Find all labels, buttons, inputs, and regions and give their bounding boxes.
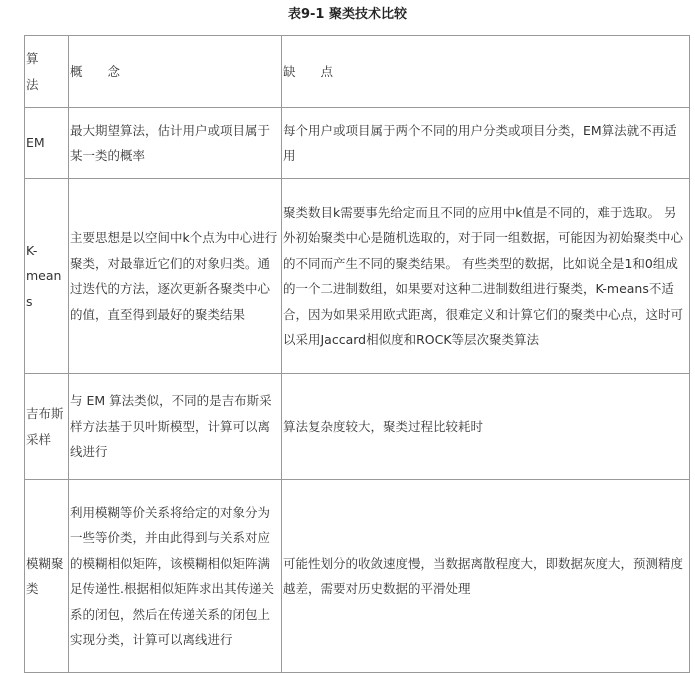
algorithm-cell: 模糊聚 类: [25, 480, 69, 673]
drawback-cell: 每个用户或项目属于两个不同的用户分类或项目分类，EM算法就不再适用: [282, 108, 690, 179]
drawback-cell: 聚类数目k需要事先给定而且不同的应用中k值是不同的，难于选取。 另外初始聚类中心是随机选取的，对于同一组数据，可能因为初始聚类中心的不同而产生不同的聚类结果。 有些类型的数据，比如说全是1和0组成的一个二进制数组，如果要对这种二进制数组进行聚类，K-means不适合，因为如果采用欧式距离，很难定义和计算它们的聚类中心点，这时可以采用Jaccard相似度和ROCK等层次聚类算法: [282, 179, 690, 374]
header-concept: 概 念: [69, 36, 282, 108]
table-row: [25, 480, 690, 673]
drawback-cell: 算法复杂度较大，聚类过程比较耗时: [282, 374, 690, 480]
concept-cell: 与 EM 算法类似，不同的是吉布斯采样方法基于贝叶斯模型，计算可以离线进行: [69, 374, 282, 480]
header-algorithm: 算 法: [25, 36, 69, 108]
header-drawback: 缺 点: [282, 36, 690, 108]
algorithm-cell: 吉布斯 采样: [25, 374, 69, 480]
table-caption: 表9-1 聚类技术比较: [287, 7, 407, 22]
table-header-row: [25, 36, 690, 108]
table-row: [25, 108, 690, 179]
concept-cell: 最大期望算法，估计用户或项目属于某一类的概率: [69, 108, 282, 179]
table-row: [25, 374, 690, 480]
comparison-table: [24, 35, 690, 673]
concept-cell: 主要思想是以空间中k个点为中心进行聚类，对最靠近它们的对象归类。通过迭代的方法，逐次更新各聚类中心的值，直至得到最好的聚类结果: [69, 179, 282, 374]
concept-cell: 利用模糊等价关系将给定的对象分为一些等价类，并由此得到与关系对应的模糊相似矩阵，该模糊相似矩阵满足传递性.根据相似矩阵求出其传递关系的闭包，然后在传递关系的闭包上实现分类，计算可以离线进行: [69, 480, 282, 673]
algorithm-cell: K- means: [25, 179, 69, 374]
table-row: [25, 179, 690, 374]
drawback-cell: 可能性划分的收敛速度慢，当数据离散程度大，即数据灰度大，预测精度越差，需要对历史数据的平滑处理: [282, 480, 690, 673]
algorithm-cell: EM: [25, 108, 69, 179]
